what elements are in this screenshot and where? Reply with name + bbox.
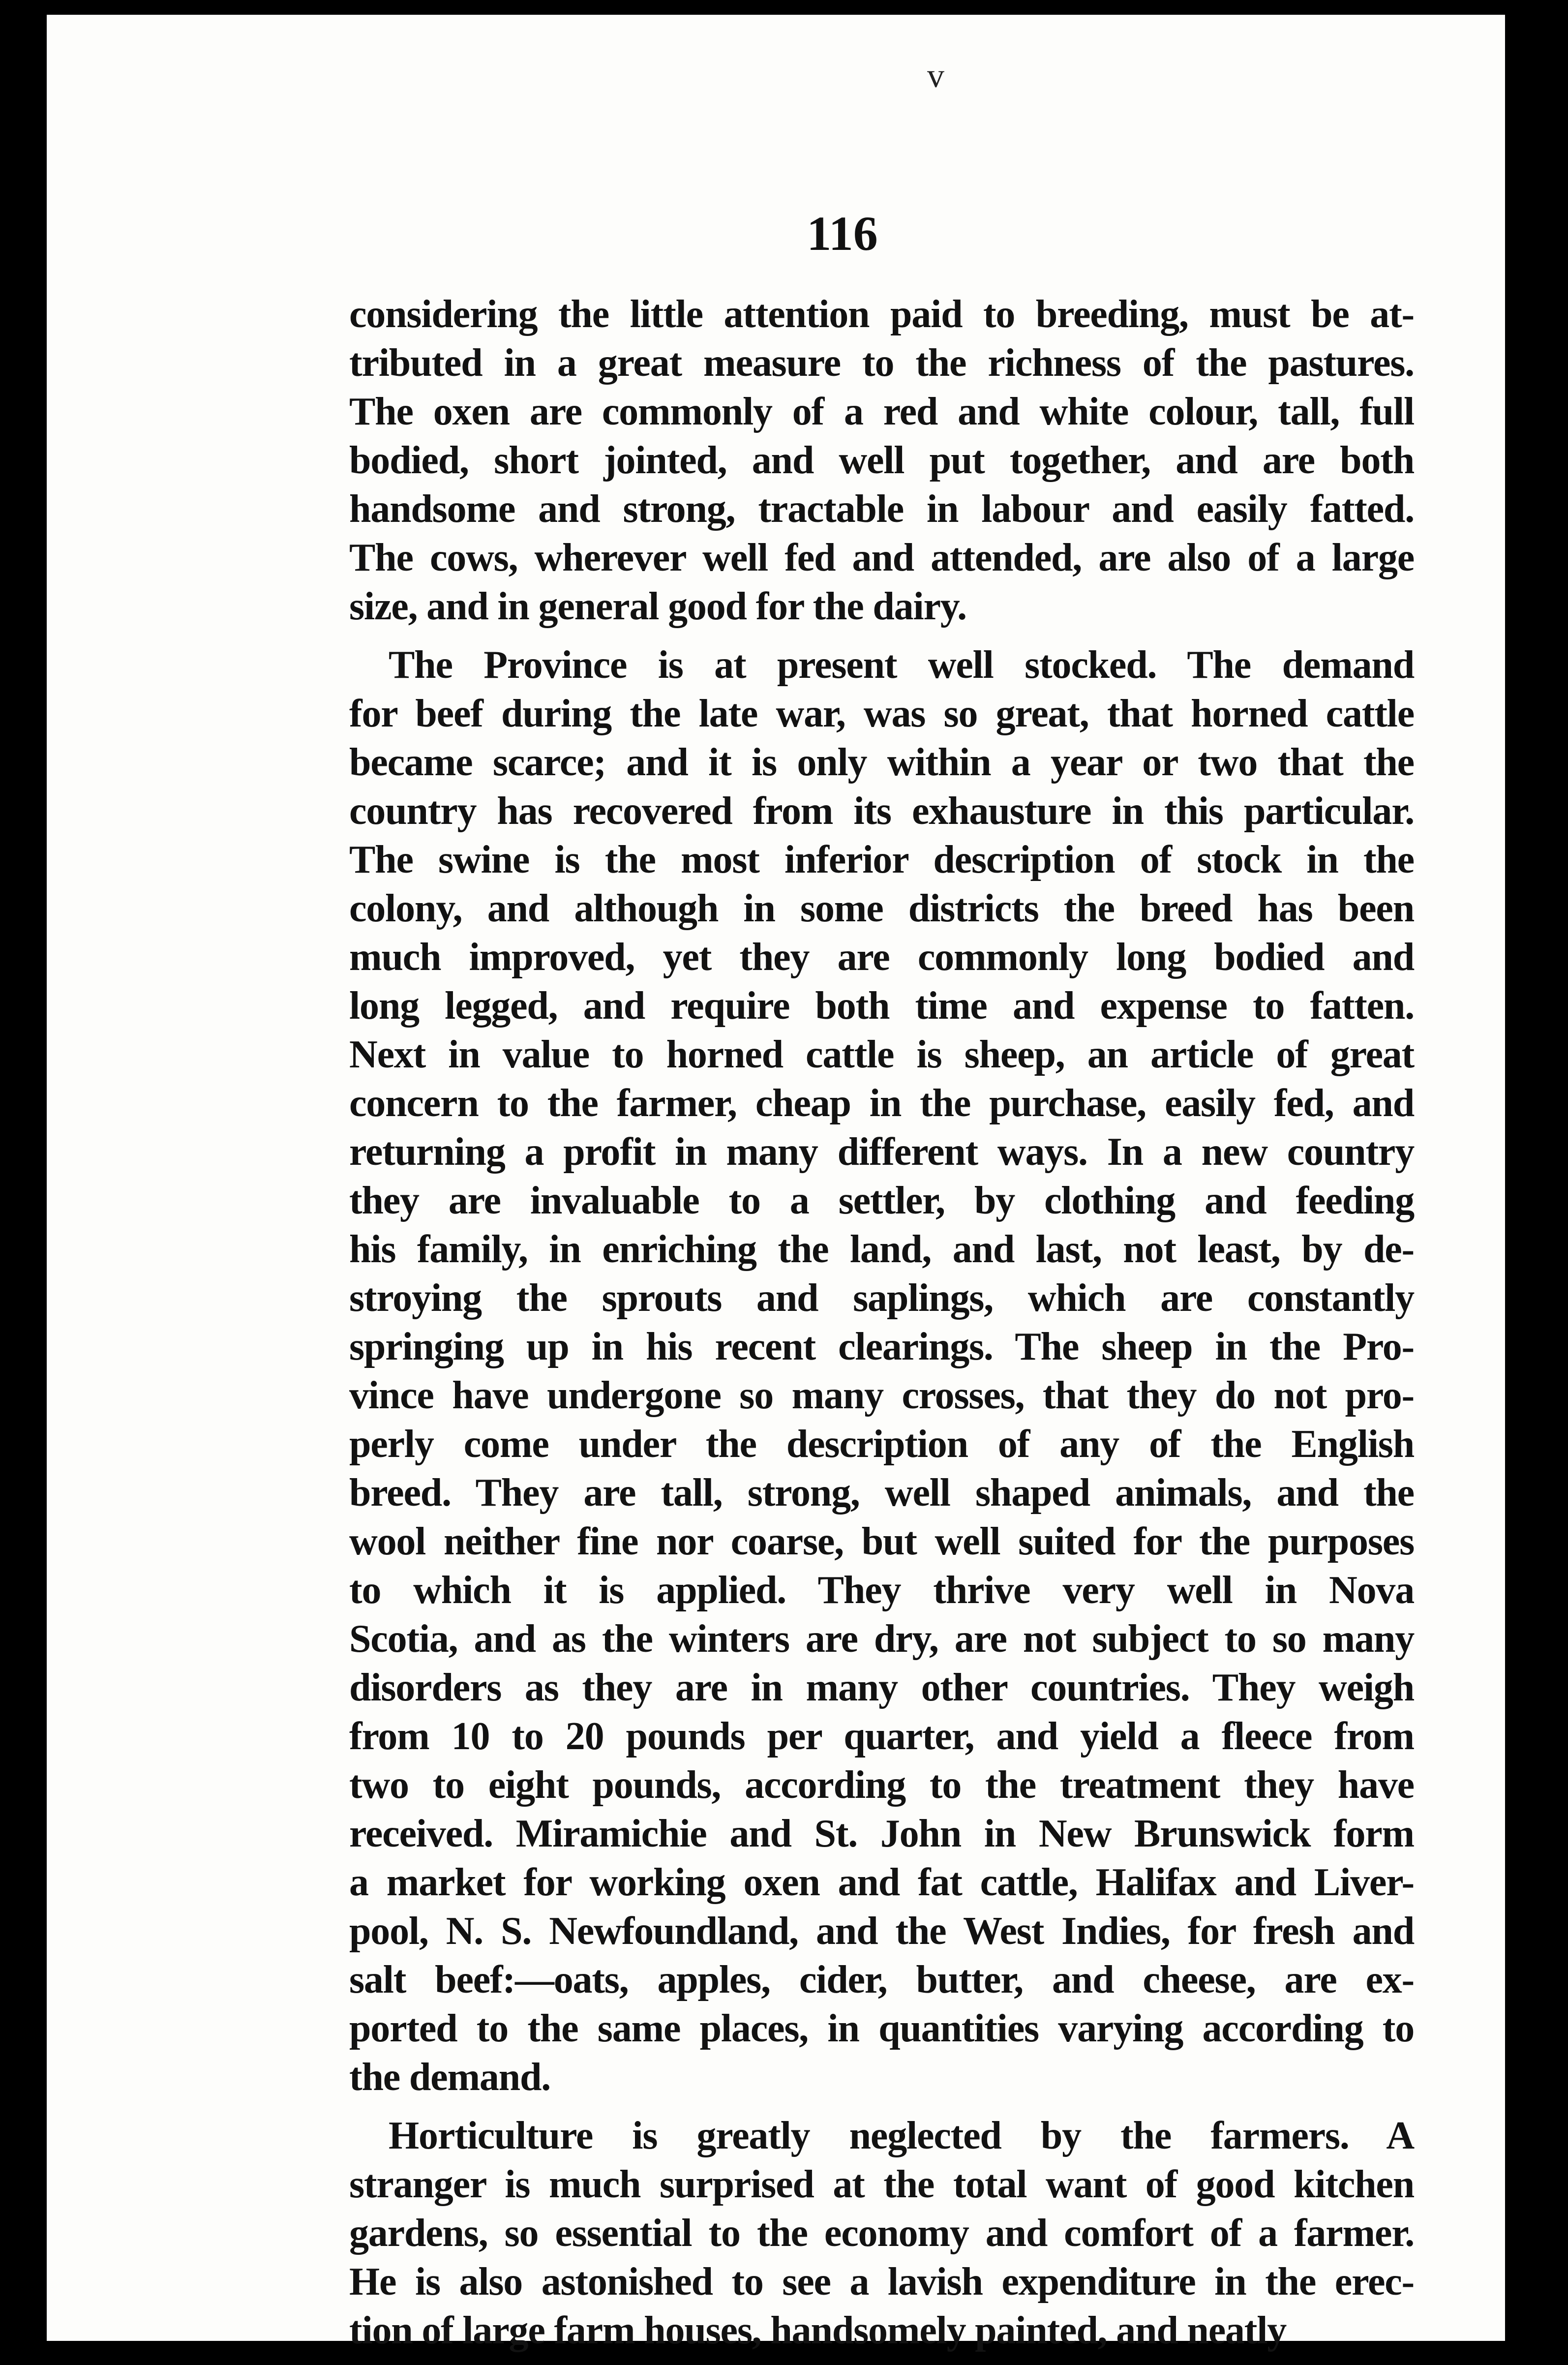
text-line: gardens, so essential to the economy and comfort of a farmer.	[349, 2212, 1414, 2255]
text-line: springing up in his recent clearings. The sheep in the Pro-	[349, 1325, 1414, 1368]
text-line: ported to the same places, in quantities varying according to	[349, 2007, 1414, 2050]
text-line: stroying the sprouts and saplings, which are constantly	[349, 1276, 1414, 1320]
text-line: wool neither fine nor coarse, but well suited for the purposes	[349, 1520, 1414, 1563]
text-line: disorders as they are in many other countries. They weigh	[349, 1666, 1414, 1709]
text-line: became scarce; and it is only within a year or two that the	[349, 741, 1414, 784]
text-line: handsome and strong, tractable in labour and easily fatted.	[349, 487, 1414, 531]
text-line: The Province is at present well stocked. The demand	[389, 643, 1414, 687]
text-line: The cows, wherever well fed and attended, are also of a large	[349, 536, 1414, 579]
text-line: Scotia, and as the winters are dry, are not subject to so many	[349, 1617, 1414, 1661]
text-line: a market for working oxen and fat cattle, Halifax and Liver-	[349, 1861, 1414, 1904]
text-line: received. Miramichie and St. John in New Brunswick form	[349, 1812, 1414, 1855]
text-line: Next in value to horned cattle is sheep, an article of great	[349, 1033, 1414, 1076]
text-line: pool, N. S. Newfoundland, and the West Indies, for fresh and	[349, 1910, 1414, 1953]
text-line: size, and in general good for the dairy.	[349, 585, 966, 628]
text-line: He is also astonished to see a lavish expenditure in the erec-	[349, 2260, 1414, 2304]
paragraph	[349, 2112, 1414, 2355]
text-line: perly come under the description of any of the English	[349, 1423, 1414, 1466]
text-line: to which it is applied. They thrive very well in Nova	[349, 1569, 1414, 1612]
paragraph	[349, 290, 1414, 631]
text-line: they are invaluable to a settler, by clothing and feeding	[349, 1179, 1414, 1222]
text-line: much improved, yet they are commonly long bodied and	[349, 936, 1414, 979]
text-line: concern to the farmer, cheap in the purchase, easily fed, and	[349, 1082, 1414, 1125]
text-line: returning a profit in many different ways. In a new country	[349, 1130, 1414, 1174]
text-line: stranger is much surprised at the total want of good kitchen	[349, 2163, 1414, 2206]
body-text	[349, 290, 1414, 2365]
text-line: two to eight pounds, according to the treatment they have	[349, 1763, 1414, 1807]
text-line: long legged, and require both time and expense to fatten.	[349, 984, 1414, 1028]
page-number: 116	[807, 206, 878, 261]
text-line: The swine is the most inferior description of stock in the	[349, 838, 1414, 881]
text-line: from 10 to 20 pounds per quarter, and yield a fleece from	[349, 1715, 1414, 1758]
text-line: for beef during the late war, was so great, that horned cattle	[349, 692, 1414, 735]
text-line: salt beef:—oats, apples, cider, butter, and cheese, are ex-	[349, 1958, 1414, 2001]
text-line: tion of large farm houses, handsomely painted, and neatly	[349, 2309, 1287, 2352]
book-page	[47, 15, 1505, 2352]
text-line: tributed in a great measure to the richness of the pastures.	[349, 341, 1414, 385]
top-mark: v	[927, 57, 944, 95]
text-line: breed. They are tall, strong, well shaped animals, and the	[349, 1471, 1414, 1515]
text-line: The oxen are commonly of a red and white colour, tall, full	[349, 390, 1414, 433]
text-line: country has recovered from its exhausture in this particular.	[349, 789, 1414, 833]
text-line: considering the little attention paid to breeding, must be at-	[349, 293, 1414, 336]
text-line: Horticulture is greatly neglected by the farmers. A	[389, 2114, 1414, 2157]
paragraph	[349, 641, 1414, 2102]
text-line: colony, and although in some districts the breed has been	[349, 887, 1414, 930]
text-line: the demand.	[349, 2056, 551, 2099]
text-line: bodied, short jointed, and well put together, and are both	[349, 439, 1414, 482]
text-line: vince have undergone so many crosses, that they do not pro-	[349, 1374, 1414, 1417]
text-line: his family, in enriching the land, and last, not least, by de-	[349, 1228, 1414, 1271]
